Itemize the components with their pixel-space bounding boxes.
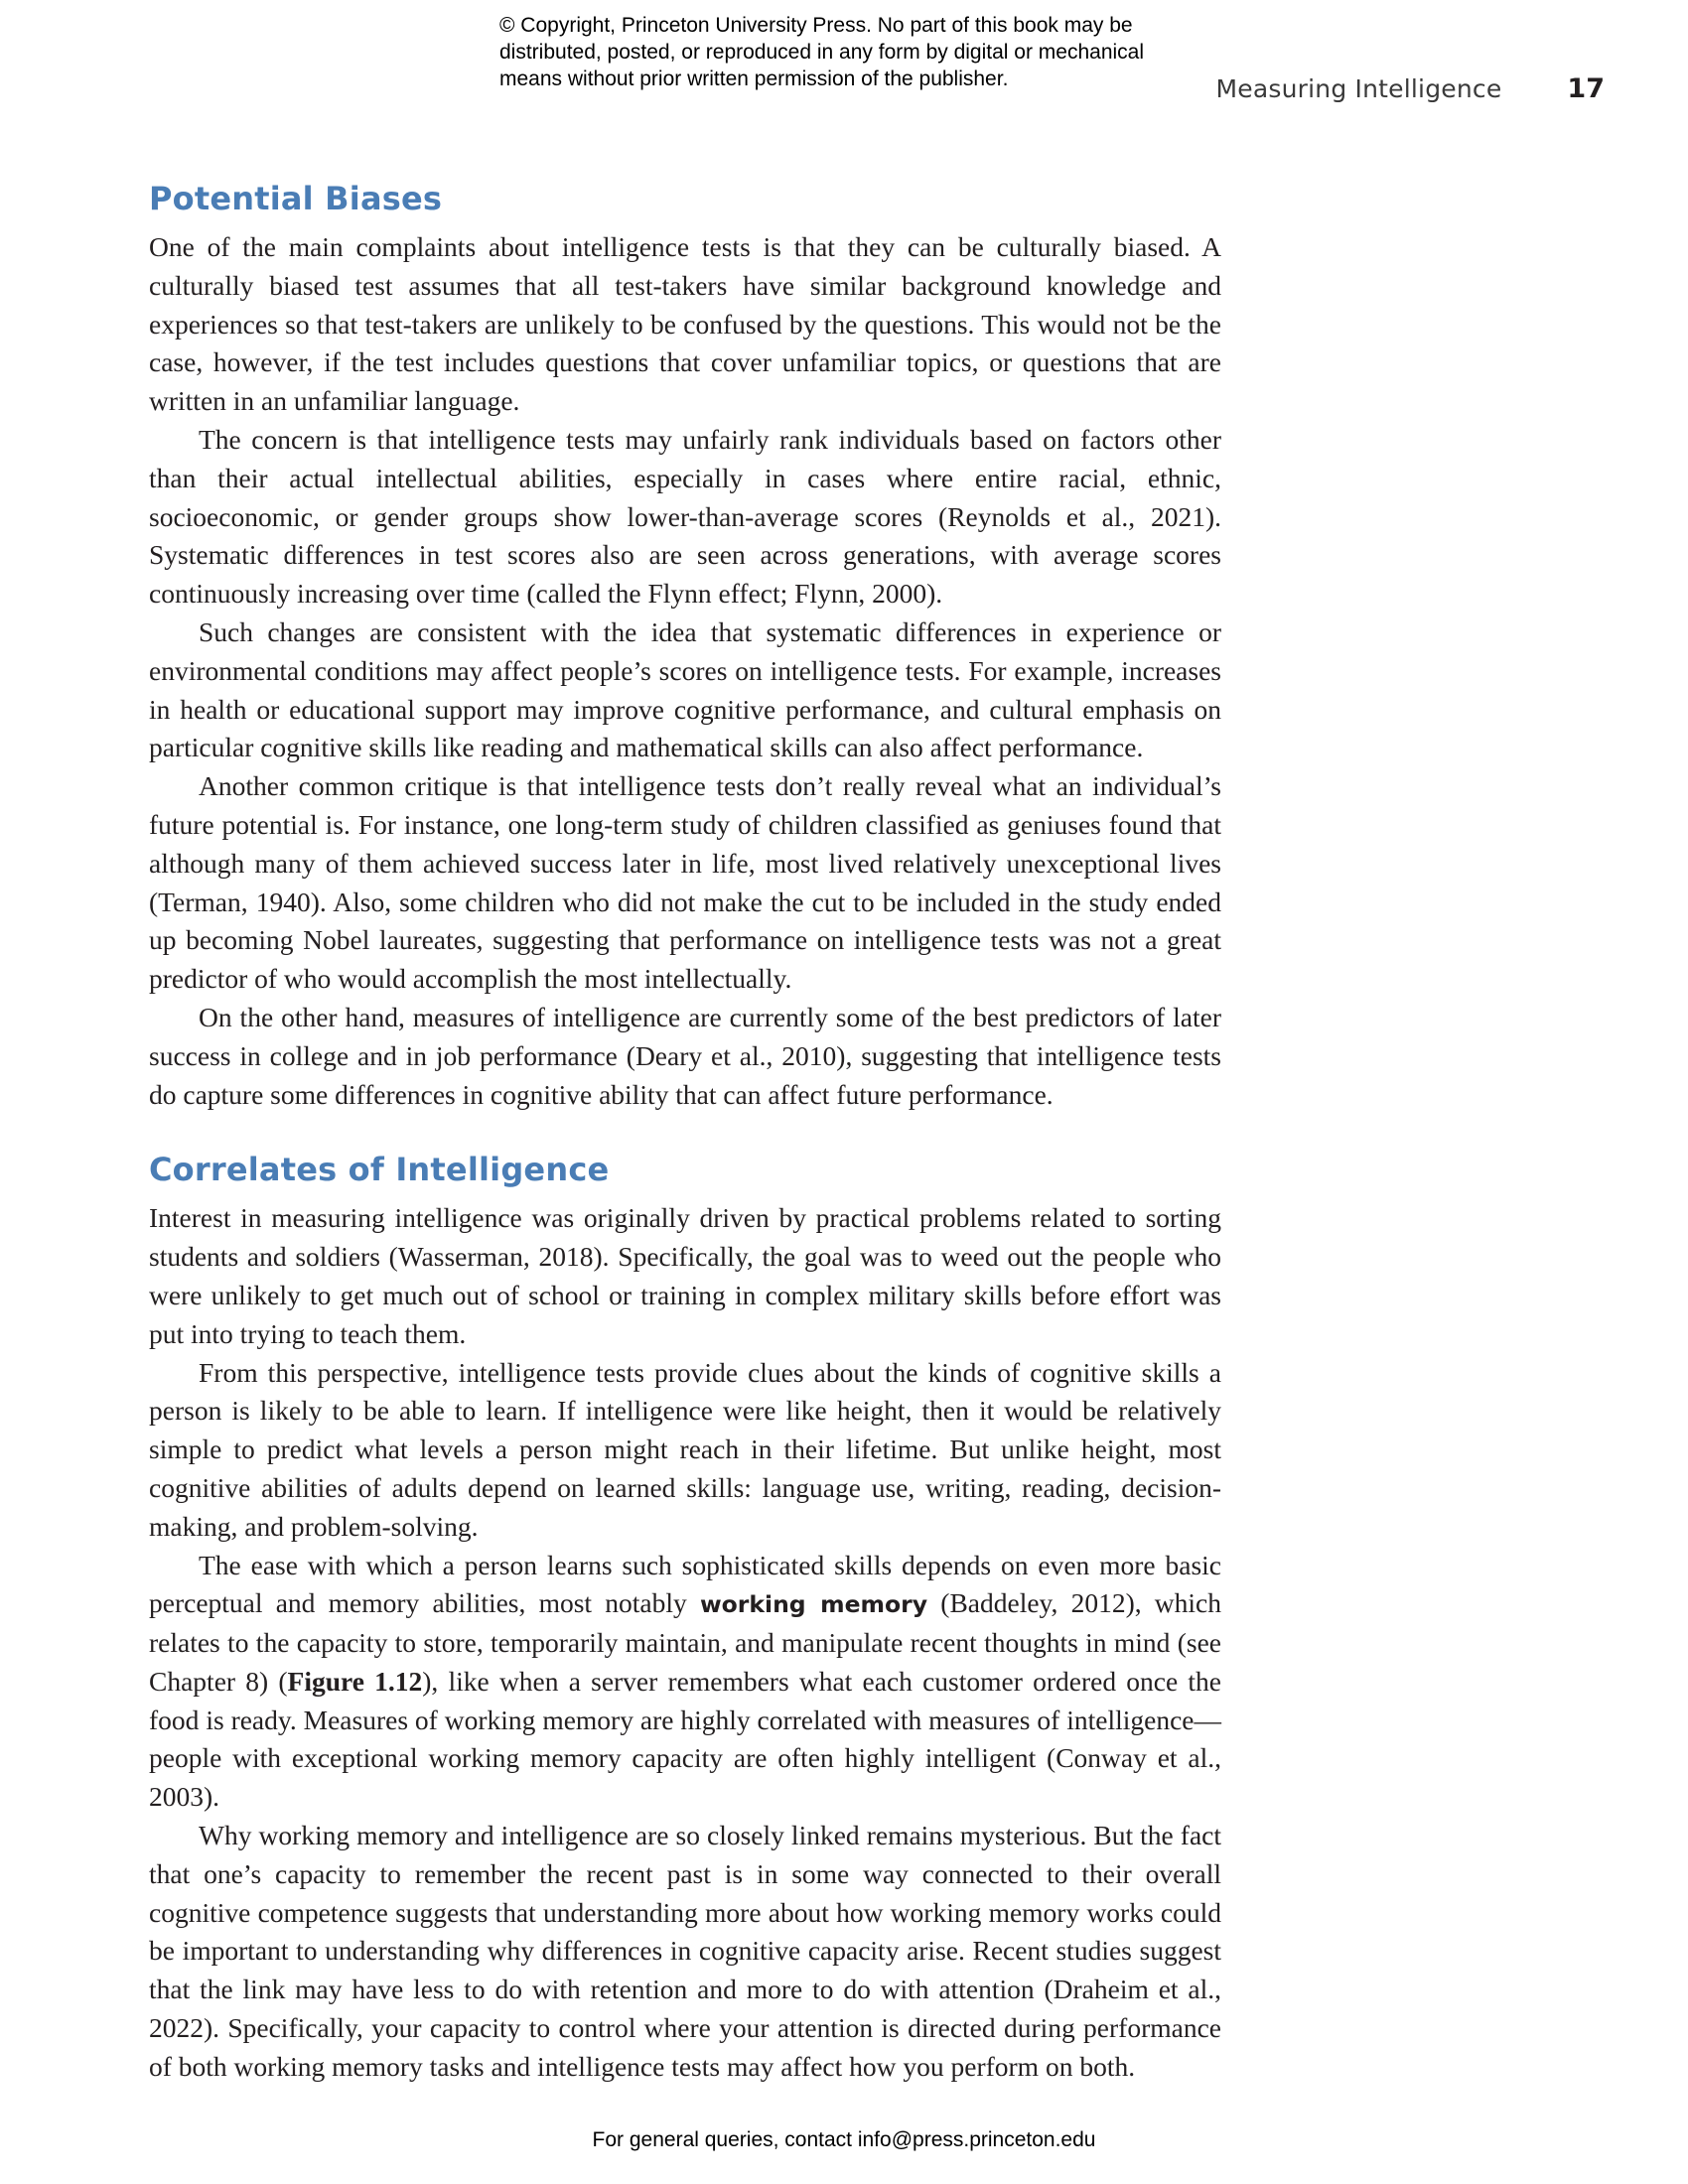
figure-reference[interactable]: Figure 1.12 bbox=[287, 1665, 423, 1697]
text-run: ), like when a server remembers what each customer ordered once the food is ready. Measures of working memory are highly correlated with measures of intelligence—people with exceptional working memory capacity are often highly intelligent (Conway et al., 2003). bbox=[149, 1665, 1221, 1813]
paragraph: Such changes are consistent with the idea that systematic differences in experience or environmental conditions may affect people’s scores on intelligence tests. For example, increases in health or educational support may improve cognitive performance, and cultural emphasis on particular cognitive skills like reading and mathematical skills can also affect performance. bbox=[149, 615, 1221, 763]
paragraph: From this perspective, intelligence tests provide clues about the kinds of cognitive skills a person is likely to be able to learn. If intelligence were like height, then it would be relatively simple to predict what levels a person might reach in their lifetime. But unlike height, most cognitive abilities of adults depend on learned skills: language use, writing, reading, decision-making, and problem-solving. bbox=[149, 1356, 1221, 1542]
copyright-line-2: distributed, posted, or reproduced in any form by digital or mechanical bbox=[499, 41, 1145, 64]
page-number: 17 bbox=[1567, 73, 1605, 104]
paragraph: Interest in measuring intelligence was originally driven by practical problems related to sorting students and soldiers (Wasserman, 2018). Specifically, the goal was to weed out the people who were unlikely to get much out of school or training in complex military skills before effort was put into trying to teach them. bbox=[149, 1202, 1221, 1349]
key-term-working-memory: working memory bbox=[699, 1590, 928, 1619]
running-title: Measuring Intelligence bbox=[1215, 74, 1502, 103]
copyright-line-1: © Copyright, Princeton University Press. No part of this book may be bbox=[499, 14, 1133, 37]
copyright-line-3: means without prior written permission of the publisher. bbox=[499, 68, 1009, 90]
section-heading-potential-biases: Potential Biases bbox=[149, 180, 443, 217]
paragraph: Why working memory and intelligence are so closely linked remains mysterious. But the fact that one’s capacity to remember the recent past is in some way connected to their overall cognitive competence suggests that understanding more about how working memory works could be important to understanding why differences in cognitive capacity arise. Recent studies suggest that the link may have less to do with retention and more to do with attention (Draheim et al., 2022). Specifically, your capacity to control where your attention is directed during performance of both working memory tasks and intelligence tests may affect how you perform on both. bbox=[149, 1820, 1221, 2082]
text-run: (Baddeley, 2012), which relates to the capacity to store, temporarily maintain, and manipulate recent thoughts in mind (see Chapter 8) ( bbox=[149, 1587, 1222, 1697]
paragraph: Another common critique is that intelligence tests don’t really reveal what an individual’s future potential is. For instance, one long-term study of children classified as geniuses found that although many of them achieved success later in life, most lived relatively unexceptional lives (Terman, 1940). Also, some children who did not make the cut to be included in the study ended up becoming Nobel laureates, suggesting that performance on intelligence tests was not a great predictor of who would accomplish the most intellectually. bbox=[149, 770, 1221, 995]
paragraph: The concern is that intelligence tests may unfairly rank individuals based on factors other than their actual intellectual abilities, especially in cases where entire racial, ethnic, socioeconomic, or gender groups show lower-than-average scores (Reynolds et al., 2021). Systematic differences in test scores also are seen across generations, with average scores continuously increasing over time (called the Flynn effect; Flynn, 2000). bbox=[149, 423, 1221, 610]
footer-contact: For general queries, contact info@press.princeton.edu bbox=[592, 2128, 1096, 2151]
section-heading-correlates-of-intelligence: Correlates of Intelligence bbox=[149, 1151, 610, 1189]
text-run: The ease with which a person learns such sophisticated skills depends on even more basic perceptual and memory abilities, most notably bbox=[149, 1549, 1221, 1619]
copyright-notice bbox=[499, 12, 1254, 92]
paragraph: One of the main complaints about intelligence tests is that they can be culturally biased. A culturally biased test assumes that all test-takers have similar background knowledge and experiences so that test-takers are unlikely to be confused by the questions. This would not be the case, however, if the test includes questions that cover unfamiliar topics, or questions that are written in an unfamiliar language. bbox=[149, 231, 1221, 417]
paragraph-working-memory bbox=[149, 1547, 1221, 1818]
running-head bbox=[1142, 73, 1605, 104]
main-text bbox=[149, 179, 1221, 2087]
paragraph: On the other hand, measures of intelligence are currently some of the best predictors of later success in college and in job performance (Deary et al., 2010), suggesting that intelligence tests do capture some differences in cognitive ability that can affect future performance. bbox=[149, 1001, 1221, 1110]
